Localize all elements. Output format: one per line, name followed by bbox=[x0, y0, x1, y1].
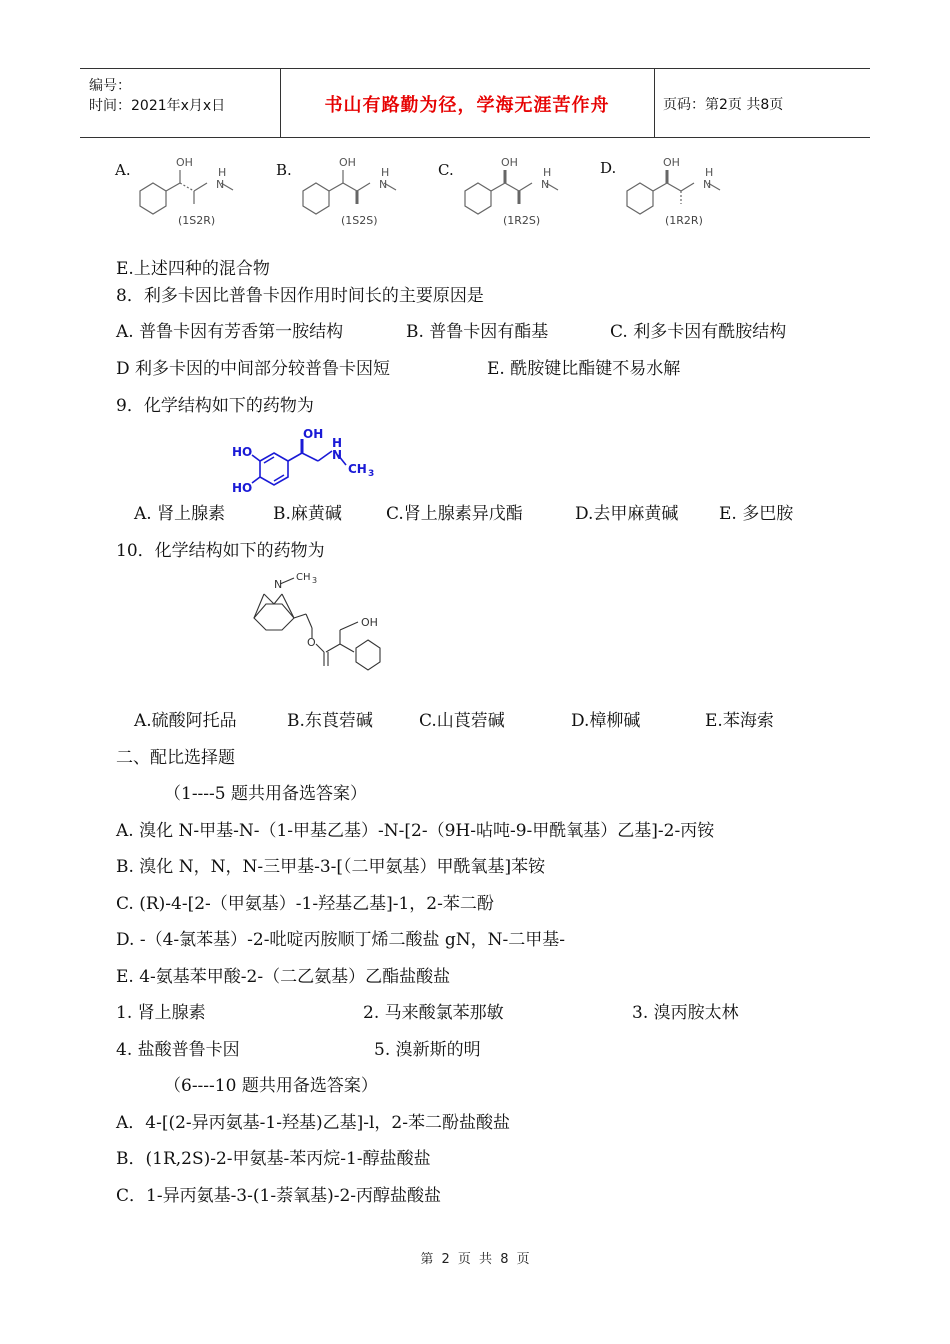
q7-option-e: E.上述四种的混合物 bbox=[116, 259, 270, 279]
label-h: H bbox=[543, 166, 552, 179]
group2-option-a: A．4-[(2-异丙氨基-1-羟基)乙基]-l，2-苯二酚盐酸盐 bbox=[116, 1113, 510, 1133]
q8-option-a: A. 普鲁卡因有芳香第一胺结构 bbox=[116, 322, 344, 342]
q8-stem: 8．利多卡因比普鲁卡因作用时间长的主要原因是 bbox=[116, 286, 484, 306]
q9-option-b: B.麻黄碱 bbox=[273, 504, 342, 524]
config-label-d: (1R2R) bbox=[665, 214, 703, 227]
header-left-cell bbox=[80, 69, 281, 137]
group1-option-b: B. 溴化 N，N，N-三甲基-3-[（二甲氨基）甲酰氧基]苯铵 bbox=[116, 857, 546, 877]
motto: 书山有路勤为径，学海无涯苦作舟 bbox=[324, 95, 610, 116]
q9-label-oh: OH bbox=[303, 427, 324, 441]
page-header bbox=[80, 68, 870, 138]
label-n: N bbox=[216, 178, 225, 191]
q10-label-oh: OH bbox=[361, 616, 378, 629]
option-letter-b: B. bbox=[276, 161, 292, 179]
group1-q5: 5. 溴新斯的明 bbox=[374, 1040, 481, 1060]
serial-label: 编号： bbox=[89, 78, 131, 94]
section2-title: 二、配比选择题 bbox=[116, 748, 235, 768]
group1-q1: 1. 肾上腺素 bbox=[116, 1003, 206, 1023]
label-n: N bbox=[541, 178, 550, 191]
option-letter-a: A. bbox=[115, 161, 131, 179]
group2-note: （6----10 题共用备选答案） bbox=[164, 1076, 378, 1096]
q9-option-c: C.肾上腺素异戊酯 bbox=[386, 504, 523, 524]
page-info: 页码：第2页 共8页 bbox=[663, 97, 784, 113]
q9-label-sub3: 3 bbox=[368, 469, 375, 479]
group1-q3: 3. 溴丙胺太林 bbox=[632, 1003, 739, 1023]
q10-label-n: N bbox=[274, 578, 283, 591]
option-letter-d: D. bbox=[600, 159, 617, 177]
q10-option-d: D.樟柳碱 bbox=[571, 711, 641, 731]
page-footer: 第 2 页 共 8 页 bbox=[420, 1252, 530, 1267]
q9-label-h: H bbox=[332, 436, 343, 450]
option-letter-c: C. bbox=[438, 161, 454, 179]
q10-label-sub3: 3 bbox=[312, 576, 318, 585]
label-h: H bbox=[705, 166, 714, 179]
header-middle-cell bbox=[280, 69, 655, 137]
label-n: N bbox=[703, 178, 712, 191]
q8-option-e: E. 酰胺键比酯键不易水解 bbox=[487, 359, 681, 379]
group1-option-c: C. (R)-4-[2-（甲氨基）-1-羟基乙基]-1，2-苯二酚 bbox=[116, 894, 494, 914]
q7-structures bbox=[0, 140, 950, 240]
q9-label-ch: CH bbox=[348, 462, 367, 476]
group1-note: （1----5 题共用备选答案） bbox=[164, 784, 368, 804]
group1-option-d: D. -（4-氯苯基）-2-吡啶丙胺顺丁烯二酸盐 gN，N-二甲基- bbox=[116, 930, 565, 950]
group1-q2: 2. 马来酸氯苯那敏 bbox=[363, 1003, 504, 1023]
q9-option-a: A. 肾上腺素 bbox=[134, 504, 226, 524]
q10-stem: 10．化学结构如下的药物为 bbox=[116, 541, 325, 561]
q8-option-d: D 利多卡因的中间部分较普鲁卡因短 bbox=[116, 359, 391, 379]
group2-option-b: B．(1R,2S)-2-甲氨基-苯丙烷-1-醇盐酸盐 bbox=[116, 1149, 431, 1169]
label-h: H bbox=[381, 166, 390, 179]
label-oh: OH bbox=[663, 156, 680, 169]
q8-option-b: B. 普鲁卡因有酯基 bbox=[406, 322, 549, 342]
q9-label-n: N bbox=[332, 448, 343, 462]
q10-option-a: A.硫酸阿托品 bbox=[134, 711, 237, 731]
q10-label-ch: CH bbox=[296, 572, 311, 583]
config-label-a: (1S2R) bbox=[178, 214, 216, 227]
label-oh: OH bbox=[176, 156, 193, 169]
group1-q4: 4. 盐酸普鲁卡因 bbox=[116, 1040, 240, 1060]
q9-stem: 9．化学结构如下的药物为 bbox=[116, 396, 314, 416]
q9-label-ho-bottom: HO bbox=[232, 481, 253, 495]
group1-option-e: E. 4-氨基苯甲酸-2-（二乙氨基）乙酯盐酸盐 bbox=[116, 967, 451, 987]
q9-structure bbox=[228, 425, 388, 503]
label-h: H bbox=[218, 166, 227, 179]
config-label-c: (1R2S) bbox=[503, 214, 541, 227]
label-oh: OH bbox=[501, 156, 518, 169]
q9-label-ho-top: HO bbox=[232, 445, 253, 459]
q10-option-e: E.苯海索 bbox=[705, 711, 774, 731]
label-n: N bbox=[379, 178, 388, 191]
config-label-b: (1S2S) bbox=[341, 214, 378, 227]
label-oh: OH bbox=[339, 156, 356, 169]
q9-option-d: D.去甲麻黄碱 bbox=[575, 504, 679, 524]
q10-option-b: B.东莨菪碱 bbox=[287, 711, 373, 731]
time-label: 时间：2021年x月x日 bbox=[89, 98, 226, 114]
q10-label-o: O bbox=[307, 636, 316, 649]
q10-structure bbox=[240, 570, 420, 682]
group1-option-a: A. 溴化 N-甲基-N-（1-甲基乙基）-N-[2-（9H-呫吨-9-甲酰氧基）乙基]-2-丙铵 bbox=[116, 821, 715, 841]
q10-option-c: C.山莨菪碱 bbox=[419, 711, 505, 731]
q8-option-c: C. 利多卡因有酰胺结构 bbox=[610, 322, 787, 342]
group2-option-c: C．1-异丙氨基-3-(1-萘氧基)-2-丙醇盐酸盐 bbox=[116, 1186, 441, 1206]
header-right-cell bbox=[654, 69, 870, 137]
q9-option-e: E. 多巴胺 bbox=[719, 504, 794, 524]
